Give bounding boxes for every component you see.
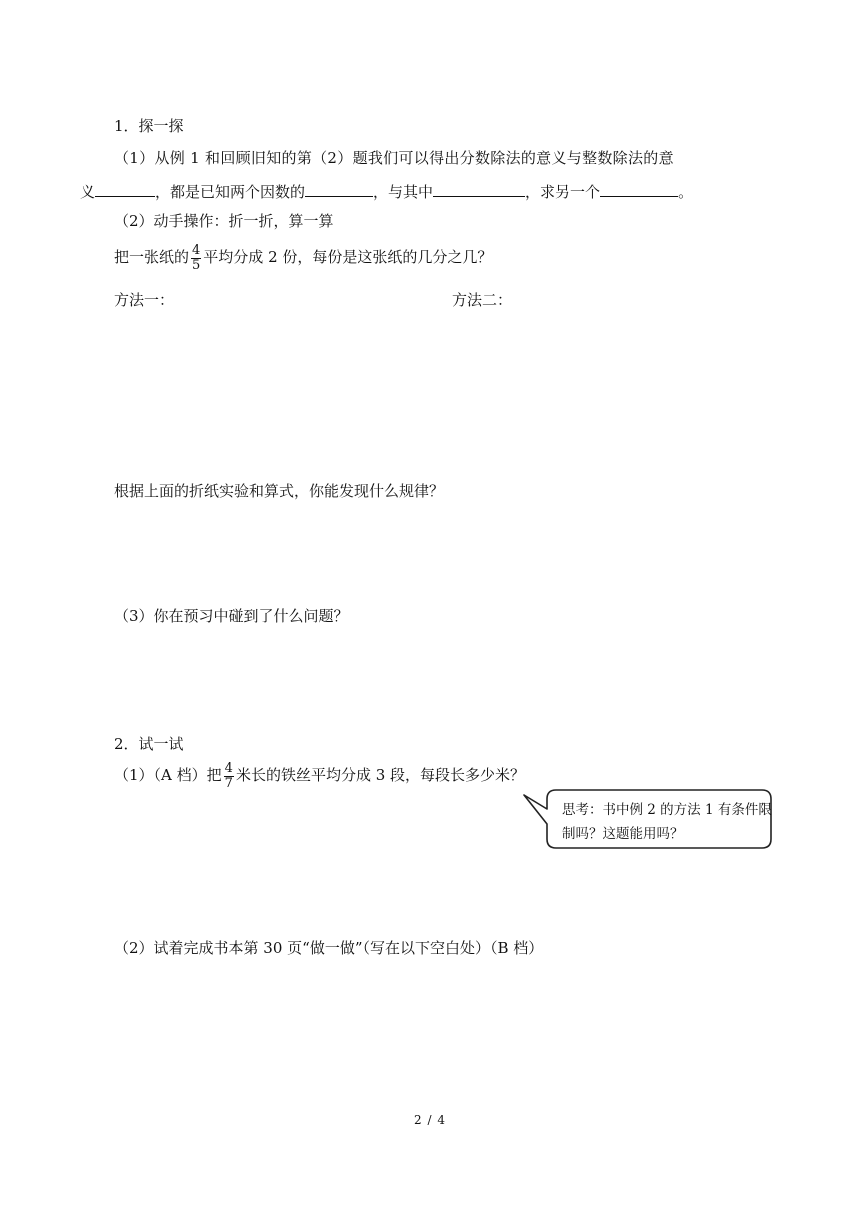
question-3: （3）你在预习中碰到了什么问题？ bbox=[114, 607, 349, 625]
rule-question: 根据上面的折纸实验和算式，你能发现什么规律？ bbox=[114, 482, 445, 500]
question-2-prompt bbox=[114, 240, 492, 274]
callout-text: 思考：书中例 2 的方法 1 有条件限制吗？这题能用吗？ bbox=[562, 802, 772, 842]
method-1-label: 方法一： bbox=[114, 291, 175, 309]
section-1-heading: 1．探一探 bbox=[114, 117, 184, 135]
q2-pre-text: 把一张纸的 bbox=[114, 248, 190, 266]
fraction-numerator: 4 bbox=[224, 760, 233, 776]
fill-blank-1[interactable] bbox=[95, 180, 155, 197]
fraction-four-fifths bbox=[191, 244, 201, 273]
fraction-numerator: 4 bbox=[192, 242, 201, 258]
page-number: 2 / 4 bbox=[414, 1113, 446, 1127]
q1-text-b5: 。 bbox=[678, 183, 694, 201]
question-2-heading: （2）动手操作：折一折，算一算 bbox=[114, 212, 334, 230]
method-2-label: 方法二： bbox=[452, 291, 513, 309]
q1-text-b3: ，与其中 bbox=[373, 183, 434, 201]
fraction-denominator: 7 bbox=[224, 775, 233, 791]
fraction-denominator: 5 bbox=[192, 257, 201, 273]
fill-blank-4[interactable] bbox=[600, 180, 678, 197]
q1-text-b1: 义 bbox=[80, 183, 96, 201]
try-question-2: （2）试着完成书本第 30 页“做一做”（写在以下空白处）（B 档） bbox=[114, 939, 544, 957]
fraction-four-sevenths bbox=[224, 762, 234, 791]
fill-blank-3[interactable] bbox=[433, 180, 525, 197]
section-2-heading: 2．试一试 bbox=[114, 735, 184, 753]
q1-text-b4: ，求另一个 bbox=[525, 183, 601, 201]
try-q1-post-text: 米长的铁丝平均分成 3 段，每段长多少米？ bbox=[235, 766, 526, 784]
try-q1-pre-text: （1）（A 档）把 bbox=[114, 766, 222, 784]
q2-post-text: 平均分成 2 份，每份是这张纸的几分之几？ bbox=[203, 248, 493, 266]
q1-text-b2: ，都是已知两个因数的 bbox=[155, 183, 306, 201]
try-question-1 bbox=[114, 758, 525, 792]
fill-blank-2[interactable] bbox=[305, 180, 373, 197]
question-1-line-1: （1）从例 1 和回顾旧知的第（2）题我们可以得出分数除法的意义与整数除法的意 bbox=[114, 149, 674, 167]
question-1-line-2 bbox=[80, 180, 693, 202]
